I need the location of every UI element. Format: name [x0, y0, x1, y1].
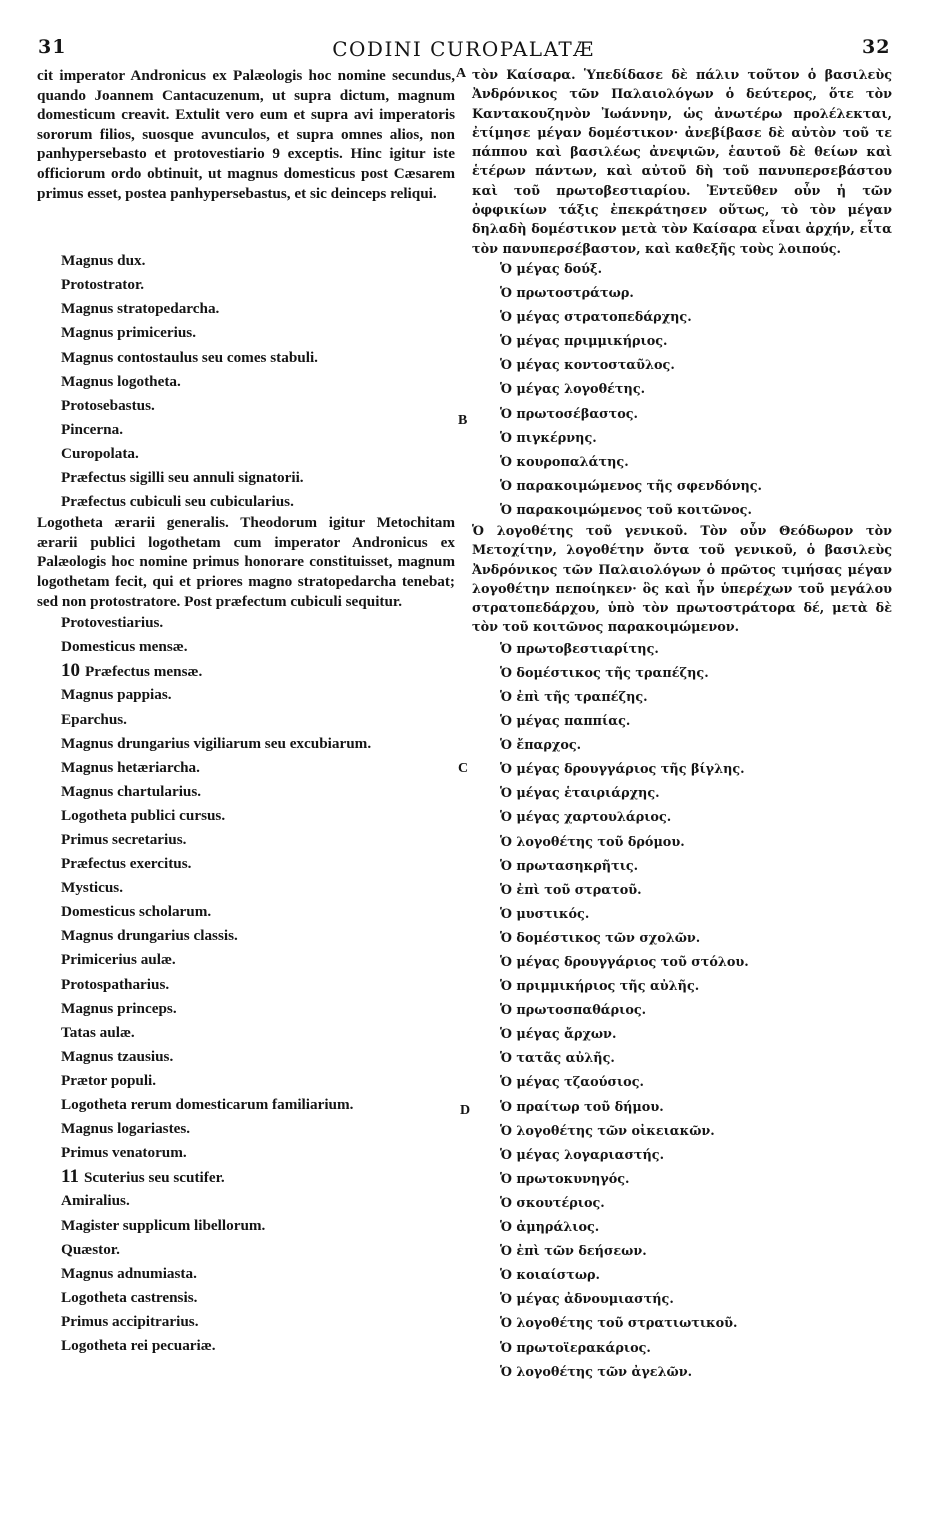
- office-title-text: Protospatharius.: [61, 975, 170, 993]
- office-title-text: Ὁ πριμμικήριος τῆς αὐλῆς.: [500, 979, 700, 995]
- office-title-text: Ὁ παρακοιμώμενος τῆς σφενδόνης.: [500, 478, 762, 494]
- office-title-text: Ὁ ἐπὶ τοῦ στρατοῦ.: [500, 882, 642, 898]
- office-title: [472, 710, 892, 734]
- office-title-text: Ὁ ἐπὶ τῶν δεήσεων.: [500, 1244, 647, 1260]
- office-title-text: Primicerius aulæ.: [61, 951, 176, 969]
- office-title-text: Ὁ μέγας παππίας.: [500, 714, 631, 730]
- office-title-text: Ὁ δομέστικος τῶν σχολῶν.: [500, 930, 701, 946]
- office-title: [37, 297, 455, 321]
- column-marker-a: A: [456, 66, 467, 81]
- office-title: [472, 1047, 892, 1071]
- office-title-text: Ὁ μέγας κοντοσταῦλος.: [500, 358, 675, 374]
- office-title: [37, 466, 455, 490]
- office-title: [472, 306, 892, 330]
- office-title: [472, 734, 892, 758]
- office-title-text: Ὁ πρωτοστράτωρ.: [500, 286, 634, 302]
- office-title-text: Magnus drungarius vigiliarum seu excubiarum.: [61, 734, 372, 752]
- office-title-text: Ὁ λογοθέτης τοῦ στρατιωτικοῦ.: [500, 1316, 738, 1332]
- office-title: [472, 879, 892, 903]
- office-title-text: Magnus hetæriarcha.: [61, 758, 200, 776]
- office-title: [472, 1361, 892, 1385]
- office-title-text: Logotheta rei pecuariæ.: [61, 1336, 216, 1354]
- office-title: [37, 321, 455, 345]
- office-title: [472, 686, 892, 710]
- office-title-text: Magnus stratopedarcha.: [61, 300, 220, 318]
- office-title: [37, 273, 455, 297]
- office-title-text: Magnus adnumiasta.: [61, 1264, 197, 1282]
- office-title-text: Magnus chartularius.: [61, 782, 202, 800]
- office-title: [472, 855, 892, 879]
- office-title: [37, 370, 455, 394]
- greek-paragraph-logotheta: Ὁ λογοθέτης τοῦ γενικοῦ. Τὸν οὖν Θεόδωρον τὸν Μετοχίτην, λογοθέτην ὄντα τοῦ γενικοῦ, ὁ βασιλεὺς Ἀνδρόνικος τῶν Παλαιολόγων ὁ πρῶτος τιμήσας μέγαν λογοθέτην πεποίηκεν· ὃς καὶ ἦν ὑπερέχων τοῦ μεγάλου στρατοπεδάρχου, ὑπὸ τὸν πρωτοστράτορα δέ, μετὰ δὲ τὸν τοῦ κοιτῶνος παρακοιμώμενον.: [472, 524, 892, 636]
- office-title: [472, 1023, 892, 1047]
- office-title-text: Magnus pappias.: [61, 686, 172, 704]
- office-title: [472, 1312, 892, 1336]
- office-title-text: Scuterius seu scutifer.: [83, 1169, 225, 1187]
- office-title: [472, 975, 892, 999]
- office-title: [37, 756, 455, 780]
- office-title-text: Magister supplicum libellorum.: [61, 1216, 266, 1234]
- office-title: [472, 378, 892, 402]
- office-title-text: Ὁ τατᾶς αὐλῆς.: [500, 1051, 615, 1067]
- office-title-text: Præfectus mensæ.: [85, 663, 203, 681]
- office-title-text: Magnus logotheta.: [61, 372, 181, 390]
- column-marker-b: B: [458, 413, 468, 428]
- office-title-text: Ὁ λογοθέτης τοῦ δρόμου.: [500, 834, 685, 850]
- office-title: [37, 876, 455, 900]
- office-title: [37, 828, 455, 852]
- office-title-text: Ὁ μέγας χαρτουλάριος.: [500, 810, 672, 826]
- office-title: [37, 394, 455, 418]
- office-title-text: Præfectus cubiculi seu cubicularius.: [61, 493, 294, 511]
- office-title: [472, 427, 892, 451]
- office-title: [472, 927, 892, 951]
- office-title-text: Primus venatorum.: [61, 1144, 187, 1162]
- office-title-text: Magnus princeps.: [61, 999, 177, 1017]
- latin-office-list-2: [37, 611, 455, 1358]
- office-title-text: Tatas aulæ.: [61, 1023, 135, 1041]
- office-title: [37, 804, 455, 828]
- office-title: [37, 852, 455, 876]
- office-title: [472, 1240, 892, 1264]
- office-title: [472, 282, 892, 306]
- page-number-right: 32: [862, 36, 891, 58]
- office-title: [37, 924, 455, 948]
- office-title-text: Magnus drungarius classis.: [61, 927, 238, 945]
- section-number: 10: [61, 660, 80, 682]
- office-title-text: Magnus contostaulus seu comes stabuli.: [61, 348, 318, 366]
- office-title-text: Ὁ λογοθέτης τῶν ἀγελῶν.: [500, 1364, 693, 1380]
- office-title: [472, 1337, 892, 1361]
- office-title: [37, 1045, 455, 1069]
- office-title: [472, 354, 892, 378]
- office-title: [472, 1096, 892, 1120]
- office-title-text: Ὁ πρωτασηκρῆτις.: [500, 858, 639, 874]
- office-title-text: Ὁ ἐπὶ τῆς τραπέζης.: [500, 689, 648, 705]
- office-title-text: Logotheta publici cursus.: [61, 806, 226, 824]
- office-title-text: Ὁ μέγας ἀδνουμιαστής.: [500, 1292, 674, 1308]
- office-title-text: Ὁ μέγας ἑταιριάρχης.: [500, 786, 660, 802]
- office-title: [472, 662, 892, 686]
- office-title-text: Magnus dux.: [61, 252, 146, 270]
- office-title-text: Ὁ πρωτοβεστιαρίτης.: [500, 641, 659, 657]
- office-title-text: Ὁ πρωτοσπαθάριος.: [500, 1003, 647, 1019]
- office-title: [37, 659, 455, 683]
- office-title-text: Ὁ μέγας τζαούσιος.: [500, 1075, 644, 1091]
- office-title-text: Ὁ πιγκέρνης.: [500, 430, 597, 446]
- office-title: [472, 758, 892, 782]
- office-title-text: Ὁ πραίτωρ τοῦ δήμου.: [500, 1099, 664, 1115]
- office-title-text: Protostrator.: [61, 276, 145, 294]
- office-title: [472, 403, 892, 427]
- running-title: CODINI CUROPALATÆ: [332, 37, 595, 61]
- office-title: [37, 780, 455, 804]
- column-marker-d: D: [460, 1103, 471, 1118]
- office-title-text: Primus accipitrarius.: [61, 1312, 199, 1330]
- office-title: [472, 1264, 892, 1288]
- office-title: [37, 683, 455, 707]
- office-title-text: Ὁ μέγας δρουγγάριος τῆς βίγλης.: [500, 762, 745, 778]
- office-title: [472, 1071, 892, 1095]
- office-title: [37, 708, 455, 732]
- office-title-text: Ὁ μέγας πριμμικήριος.: [500, 334, 668, 350]
- office-title: [37, 1286, 455, 1310]
- office-title: [37, 1165, 455, 1189]
- office-title: [472, 1192, 892, 1216]
- office-title: [472, 806, 892, 830]
- office-title-text: Ὁ πρωτοκυνηγός.: [500, 1171, 630, 1187]
- office-title-text: Ὁ μέγας λογαριαστής.: [500, 1147, 665, 1163]
- office-title-text: Pincerna.: [61, 420, 124, 438]
- office-title-text: Ὁ μέγας δρουγγάριος τοῦ στόλου.: [500, 955, 749, 970]
- office-title-text: Ὁ πρωτοϊερακάριος.: [500, 1340, 651, 1356]
- office-title-text: Primus secretarius.: [61, 831, 187, 848]
- office-title: [37, 249, 455, 273]
- latin-paragraph-logotheta: Logotheta ærarii generalis. Theodorum igitur Metochitam ærarii publici logothetam cum imperator Andronicus ex Palæologis hoc nomine primus honorare constituisset, magnum logothetam fecit, qui et priores magno stratopedarcha tenebat; sed non protostratore. Post præfectum cubiculi sequitur.: [37, 514, 455, 610]
- office-title: [37, 490, 455, 514]
- office-title: [472, 638, 892, 662]
- office-title: [37, 1189, 455, 1213]
- office-title-text: Protosebastus.: [61, 396, 155, 414]
- office-title-text: Ὁ μέγας δούξ.: [500, 261, 603, 277]
- office-title-text: Ὁ μέγας στρατοπεδάρχης.: [500, 310, 692, 326]
- office-title: [37, 1141, 455, 1165]
- office-title: [37, 346, 455, 370]
- office-title-text: Amiralius.: [61, 1192, 130, 1210]
- greek-paragraph-intro: τὸν Καίσαρα. Ὑπεδίδασε δὲ πάλιν τοῦτον ὁ βασιλεὺς Ἀνδρόνικος τῶν Παλαιολόγων ὁ δεύτερος, ὅτε τὸν Καντακουζηνὸν Ἰωάννην, ὡς ἀνωτέρω προλέλεκται, ἐτίμησε μέγαν δομέστικον· ἀνεβίβασε δὲ αὐτὸν τοῦ τε πάππου καὶ βασιλέως ἀνεψιῶν, ἑαυτοῦ δὲ θείων καὶ ἑτέρων πάντων, καὶ αὐτοῦ δὴ τοῦ πανυπερσεβάστου καὶ τοῦ πρωτοβεστιαρίου. Ἐντεῦθεν οὖν ἡ τῶν ὀφφικίων τάξις ἐπεκράτησεν οὕτως, τὸ τὸν μέγαν δηλαδὴ δομέστικον μετὰ τὸν Καίσαρα εἶναι ἀρχήν, εἶτα τὸν πανυπερσέβαστον, καὶ καθεξῆς τοὺς λοιπούς.: [472, 68, 892, 257]
- office-title: [37, 1238, 455, 1262]
- office-title: [37, 635, 455, 659]
- office-title-text: Præfectus sigilli seu annuli signatorii.: [61, 469, 304, 486]
- office-title: [37, 1069, 455, 1093]
- office-title-text: Ὁ σκουτέριος.: [500, 1195, 605, 1211]
- office-title: [472, 1120, 892, 1144]
- office-title-text: Ὁ μυστικός.: [500, 906, 590, 922]
- office-title-text: Præfectus exercitus.: [61, 855, 192, 873]
- office-title-text: Eparchus.: [61, 710, 127, 728]
- office-title: [472, 1288, 892, 1312]
- office-title: [472, 1216, 892, 1240]
- office-title: [37, 418, 455, 442]
- office-title: [37, 973, 455, 997]
- office-title: [37, 1214, 455, 1238]
- greek-column: [472, 66, 892, 1385]
- office-title: [37, 732, 455, 756]
- page-number-left: 31: [38, 36, 67, 58]
- office-title: [472, 258, 892, 282]
- office-title: [37, 997, 455, 1021]
- office-title: [472, 831, 892, 855]
- office-title-text: Ὁ παρακοιμώμενος τοῦ κοιτῶνος.: [500, 502, 752, 518]
- office-title: [37, 611, 455, 635]
- office-title: [472, 782, 892, 806]
- office-title-text: Protovestiarius.: [61, 614, 164, 632]
- office-title-text: Ὁ κουροπαλάτης.: [500, 454, 629, 470]
- office-title-text: Domesticus mensæ.: [61, 638, 188, 656]
- greek-office-list-1: [472, 258, 892, 523]
- office-title: [472, 330, 892, 354]
- office-title-text: Logotheta rerum domesticarum familiarium.: [61, 1096, 354, 1114]
- office-title: [472, 1168, 892, 1192]
- office-title: [37, 1262, 455, 1286]
- office-title-text: Ὁ κοιαίστωρ.: [500, 1268, 600, 1284]
- office-title: [37, 1117, 455, 1141]
- office-title-text: Ὁ λογοθέτης τῶν οἰκειακῶν.: [500, 1123, 715, 1139]
- office-title-text: Domesticus scholarum.: [61, 903, 212, 921]
- office-title: [472, 451, 892, 475]
- column-marker-c: C: [458, 761, 469, 776]
- office-title: [37, 1310, 455, 1334]
- office-title: [37, 948, 455, 972]
- greek-office-list-2: [472, 638, 892, 1385]
- office-title-text: Mysticus.: [61, 879, 124, 897]
- office-title: [37, 900, 455, 924]
- office-title-text: Ὁ πρωτοσέβαστος.: [500, 406, 639, 422]
- office-title-text: Ὁ δομέστικος τῆς τραπέζης.: [500, 665, 709, 681]
- office-title: [472, 951, 892, 975]
- office-title-text: Ὁ μέγας ἄρχων.: [500, 1027, 617, 1043]
- office-title: [472, 903, 892, 927]
- office-title-text: Ὁ μέγας λογοθέτης.: [500, 382, 646, 398]
- office-title-text: Quæstor.: [61, 1240, 120, 1258]
- office-title-text: Magnus primicerius.: [61, 324, 196, 342]
- office-title-text: Ὁ ἀμηράλιος.: [500, 1220, 600, 1236]
- office-title-text: Prætor populi.: [61, 1071, 157, 1089]
- office-title-text: Magnus tzausius.: [61, 1047, 174, 1065]
- office-title: [37, 442, 455, 466]
- office-title-text: Curopolata.: [61, 444, 139, 462]
- latin-office-list-1: [37, 249, 455, 514]
- office-title: [37, 1093, 455, 1117]
- office-title: [472, 1144, 892, 1168]
- office-title: [37, 1021, 455, 1045]
- office-title-text: Magnus logariastes.: [61, 1120, 191, 1138]
- office-title: [472, 499, 892, 523]
- office-title: [472, 999, 892, 1023]
- office-title-text: Logotheta castrensis.: [61, 1288, 198, 1306]
- office-title: [472, 475, 892, 499]
- section-number: 11: [61, 1166, 79, 1188]
- office-title-text: Ὁ ἔπαρχος.: [500, 738, 582, 754]
- latin-paragraph-intro: cit imperator Andronicus ex Palæologis hoc nomine secundus, quando Joannem Cantacuzenum, ut supra dictum, magnum domesticum creavit. Extulit vero eum et supra avi imperatoris sororum filios, suosque avunculos, et supra omnes alios, non panhypersebasto et protovestiario 9 exceptis. Hinc igitur iste officiorum ordo obtinuit, ut magnus domesticus post Cæsarem primus esset, postea panhypersebastus, et sic deinceps reliqui.: [37, 67, 455, 202]
- latin-column: [37, 66, 455, 1358]
- office-title: [37, 1334, 455, 1358]
